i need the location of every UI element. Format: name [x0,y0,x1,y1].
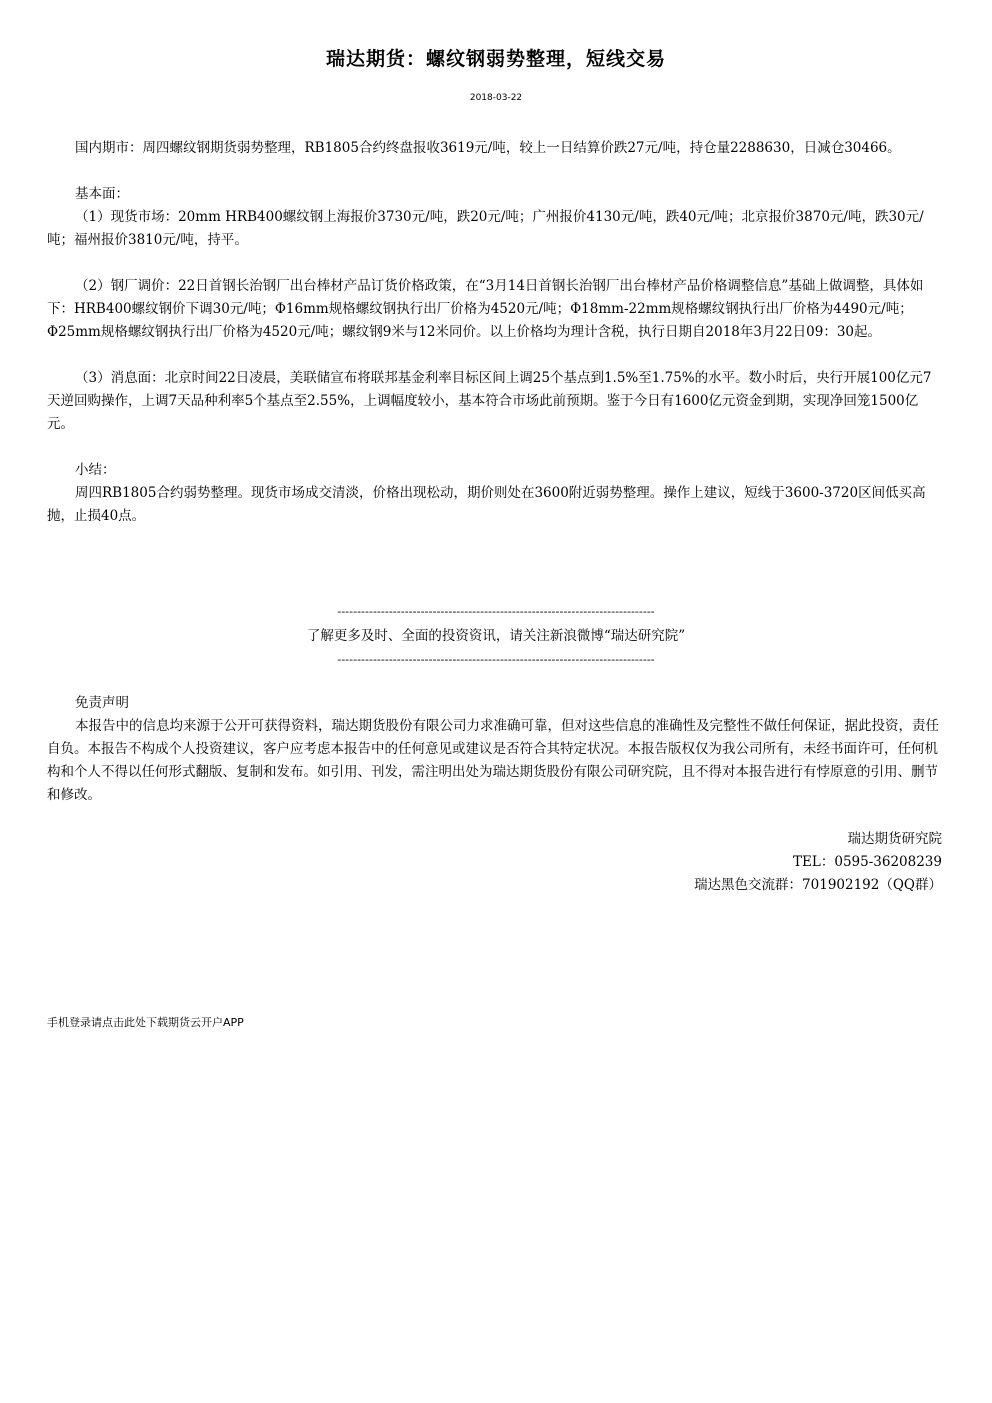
paragraph-gap [47,160,940,183]
disclaimer-section [47,692,940,807]
app-download-link[interactable]: 手机登录请点击此处下载期货云开户APP [47,1016,244,1029]
top-divider: -------------------------------------------------------------------------------- [337,605,655,618]
contact-block [694,828,942,897]
summary-heading: 小结： [75,462,116,478]
fundamentals-heading: 基本面： [75,186,129,202]
qq-group-info: 瑞达黑色交流群：701902192（QQ群） [694,877,942,893]
publish-date: 2018-03-22 [469,93,523,103]
research-institute-name: 瑞达期货研究院 [847,831,942,847]
weibo-promo-text: 了解更多及时、全面的投资资讯，请关注新浪微博“瑞达研究院” [306,628,686,644]
promo-block [263,600,729,672]
mill-price-paragraph: （2）钢厂调价：22日首钢长治钢厂出台棒材产品订货价格政策，在“3月14日首钢长治钢厂出台棒材产品价格调整信息”基础上做调整，具体如下：HRB400螺纹钢价下调30元/吨；Φ16mm规格螺纹钢执行出厂价格为4520元/吨；Φ18mm-22mm规格螺纹钢执行出厂价格为4490元/吨；Φ25mm规格螺纹钢执行出厂价格为4520元/吨；螺纹钢9米与12米同价。以上价格均为理计含税，执行日期自2018年3月22日09：30起。 [47,278,924,340]
disclaimer-heading: 免责声明 [75,695,129,711]
news-paragraph: （3）消息面：北京时间22日凌晨，美联储宣布将联邦基金利率目标区间上调25个基点到1.5%至1.75%的水平。数小时后，央行开展100亿元7天逆回购操作，上调7天品种利率5个基点至2.55%，上调幅度较小，基本符合市场此前预期。鉴于今日有1600亿元资金到期，实现净回笼1500亿元。 [47,370,932,432]
disclaimer-text: 本报告中的信息均来源于公开可获得资料，瑞达期货股份有限公司力求准确可靠，但对这些信息的准确性及完整性不做任何保证，据此投资，责任自负。本报告不构成个人投资建议，客户应考虑本报告中的任何意见或建议是否符合其特定状况。本报告版权仅为我公司所有，未经书面许可，任何机构和个人不得以任何形式翻版、复制和发布。如引用、刊发，需注明出处为瑞达期货股份有限公司研究院，且不得对本报告进行有悖原意的引用、删节和修改。 [47,718,939,803]
bottom-divider: -------------------------------------------------------------------------------- [337,653,655,666]
telephone-number: TEL：0595-36208239 [793,854,942,870]
spot-market-paragraph: （1）现货市场：20mm HRB400螺纹钢上海报价3730元/吨，跌20元/吨；广州报价4130元/吨，跌40元/吨；北京报价3870元/吨，跌30元/吨；福州报价3810元/吨，持平。 [47,209,924,248]
summary-paragraph: 周四RB1805合约弱势整理。现货市场成交清淡，价格出现松动，期价则处在3600附近弱势整理。操作上建议，短线于3600-3720区间低买高抛，止损40点。 [47,485,926,524]
paragraph-gap [47,252,940,275]
report-body [47,137,940,528]
market-paragraph: 国内期市：周四螺纹钢期货弱势整理，RB1805合约终盘报收3619元/吨，较上一日结算价跌27元/吨，持仓量2288630，日减仓30466。 [75,140,901,156]
document-title: 瑞达期货：螺纹钢弱势整理，短线交易 [325,48,666,70]
paragraph-gap [47,344,940,367]
paragraph-gap [47,436,940,459]
